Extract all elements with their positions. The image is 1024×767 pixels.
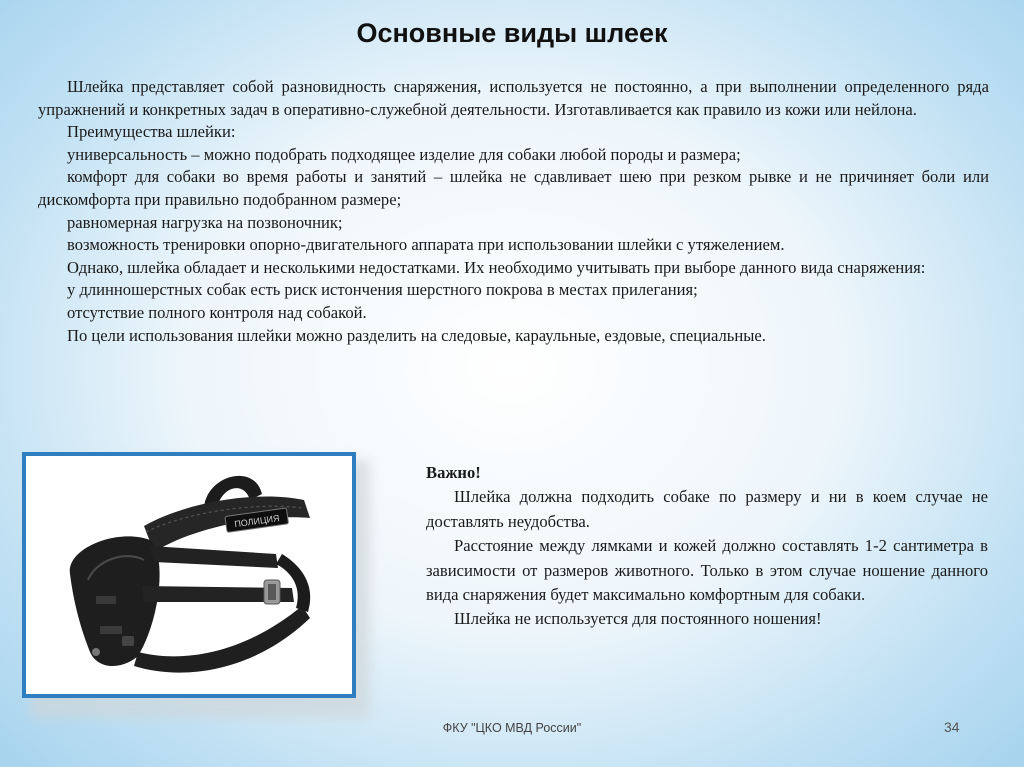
paragraph-disadvantage-1: у длинношерстных собак есть риск истончения шерстного покрова в местах прилегания; (67, 280, 698, 300)
paragraph-advantage-4: возможность тренировки опорно-двигательного аппарата при использовании шлейки с утяжелением. (67, 235, 785, 255)
harness-label-text: ПОЛИЦИЯ (233, 513, 281, 530)
paragraph-advantage-1: универсальность – можно подобрать подходящее изделие для собаки любой породы и размера; (67, 144, 741, 164)
page-number: 34 (944, 719, 960, 735)
harness-image (26, 456, 352, 694)
important-paragraph-1: Шлейка должна подходить собаке по размеру и ни в коем случае не доставлять неудобства. (426, 487, 988, 531)
important-paragraph-3: Шлейка не используется для постоянного ношения! (454, 609, 822, 629)
paragraph-intro: Шлейка представляет собой разновидность снаряжения, используется не постоянно, а при выполнении определенного ряда упражнений и конкретных задач в оперативно-служебной деятельности. Изготавливается как правило из кожи или нейлона. (38, 77, 989, 119)
footer-organization: ФКУ "ЦКО МВД России" (442, 721, 582, 735)
important-note (426, 461, 988, 632)
paragraph-advantage-3: равномерная нагрузка на позвоночник; (67, 212, 343, 232)
slide-title: Основные виды шлеек (356, 18, 668, 48)
main-text (38, 76, 989, 347)
paragraph-disadvantages-heading: Однако, шлейка обладает и несколькими недостатками. Их необходимо учитывать при выборе данного вида снаряжения: (67, 257, 926, 277)
important-paragraph-2: Расстояние между лямками и кожей должно составлять 1-2 сантиметра в зависимости от размеров животного. Только в этом случае ношение данного вида снаряжения будет максимально комфортным для собаки. (426, 536, 988, 605)
paragraph-advantages-heading: Преимущества шлейки: (67, 122, 236, 142)
harness-photo (22, 452, 356, 698)
important-heading: Важно! (426, 463, 481, 482)
paragraph-types: По цели использования шлейки можно разделить на следовые, караульные, ездовые, специальные. (67, 325, 766, 345)
paragraph-advantage-2: комфорт для собаки во время работы и занятий – шлейка не сдавливает шею при резком рывке и не причиняет боли или дискомфорта при правильно подобранном размере; (38, 167, 989, 209)
paragraph-disadvantage-2: отсутствие полного контроля над собакой. (67, 302, 367, 322)
